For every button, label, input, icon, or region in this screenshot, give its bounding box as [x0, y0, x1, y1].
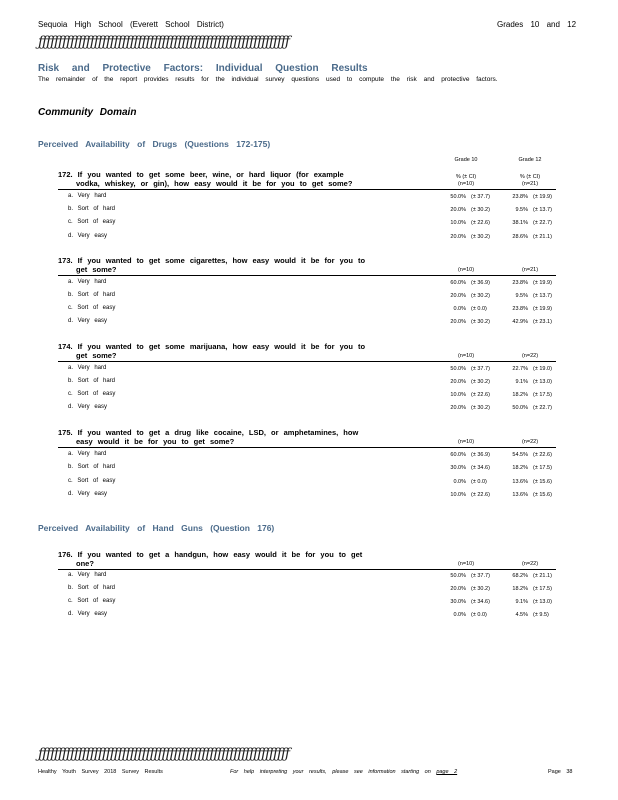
ci-grade12: (± 22.7)	[533, 405, 552, 411]
pct-grade10: 50.0%	[450, 573, 466, 579]
ci-grade12: (± 19.0)	[533, 366, 552, 372]
option-label: b. Sort of hard	[68, 585, 116, 591]
ci-grade10: (± 30.2)	[471, 293, 490, 299]
ci-grade10: (± 22.6)	[471, 492, 490, 498]
ci-grade12: (± 22.7)	[533, 220, 552, 226]
header-rule: ƒƒƒƒƒƒƒƒƒƒƒƒƒƒƒƒƒƒƒƒƒƒƒƒƒƒƒƒƒƒƒƒƒƒƒƒƒƒƒƒƒƒƒƒƒƒƒƒƒƒƒƒƒƒƒƒƒƒƒƒƒƒƒ	[38, 34, 289, 50]
col-header-ci-grade10: % (± CI)	[455, 174, 477, 180]
pct-grade10: 0.0%	[453, 306, 466, 312]
option-label: c. Sort of easy	[68, 598, 116, 604]
pct-grade12: 4.5%	[515, 612, 528, 618]
question-text: 172. If you wanted to get some beer, wine, or hard liquor (for example	[58, 170, 344, 179]
ci-grade10: (± 37.7)	[471, 194, 490, 200]
ci-grade10: (± 34.6)	[471, 599, 490, 605]
option-label: a. Very hard	[68, 365, 107, 371]
option-label: b. Sort of hard	[68, 464, 116, 470]
option-label: a. Very hard	[68, 572, 107, 578]
n-grade10: (n=10)	[457, 267, 475, 273]
pct-grade12: 9.1%	[515, 599, 528, 605]
ci-grade12: (± 13.0)	[533, 379, 552, 385]
pct-grade10: 60.0%	[450, 280, 466, 286]
n-grade10: (n=10)	[457, 181, 475, 187]
ci-grade10: (± 36.9)	[471, 280, 490, 286]
school-name: Sequoia High School (Everett School District)	[38, 20, 224, 29]
pct-grade12: 23.8%	[512, 280, 528, 286]
footer-help-text	[230, 769, 457, 775]
ci-grade12: (± 21.1)	[533, 573, 552, 579]
ci-grade12: (± 9.5)	[533, 612, 549, 618]
ci-grade10: (± 30.2)	[471, 319, 490, 325]
question-text: 176. If you wanted to get a handgun, how easy would it be for you to get	[58, 550, 363, 559]
option-label: d. Very easy	[68, 318, 108, 324]
pct-grade10: 60.0%	[450, 452, 466, 458]
ci-grade12: (± 13.7)	[533, 207, 552, 213]
option-label: a. Very hard	[68, 193, 107, 199]
option-label: a. Very hard	[68, 451, 107, 457]
ci-grade12: (± 22.6)	[533, 452, 552, 458]
ci-grade10: (± 22.6)	[471, 220, 490, 226]
ci-grade12: (± 21.1)	[533, 234, 552, 240]
pct-grade12: 18.2%	[512, 586, 528, 592]
pct-grade10: 10.0%	[450, 220, 466, 226]
col-header-grade12: Grade 12	[518, 157, 542, 163]
ci-grade10: (± 30.2)	[471, 234, 490, 240]
grades-label: Grades 10 and 12	[497, 20, 577, 29]
footer-page-link[interactable]: page 2	[436, 769, 458, 775]
ci-grade12: (± 17.5)	[533, 586, 552, 592]
n-grade12: (n=21)	[521, 181, 539, 187]
pct-grade10: 20.0%	[450, 207, 466, 213]
question-text-cont: easy would it be for you to get some?	[76, 437, 235, 446]
ci-grade12: (± 13.7)	[533, 293, 552, 299]
option-label: d. Very easy	[68, 491, 108, 497]
pct-grade10: 20.0%	[450, 234, 466, 240]
footer-survey-name: Healthy Youth Survey 2018 Survey Results	[38, 769, 163, 775]
pct-grade10: 20.0%	[450, 319, 466, 325]
pct-grade10: 50.0%	[450, 366, 466, 372]
option-label: c. Sort of easy	[68, 391, 116, 397]
n-grade10: (n=10)	[457, 439, 475, 445]
pct-grade10: 20.0%	[450, 405, 466, 411]
ci-grade12: (± 17.5)	[533, 465, 552, 471]
n-grade10: (n=10)	[457, 353, 475, 359]
ci-grade10: (± 30.2)	[471, 586, 490, 592]
option-label: d. Very easy	[68, 233, 108, 239]
question-text: 174. If you wanted to get some marijuana, how easy would it be for you to	[58, 342, 366, 351]
question-text-cont: get some?	[76, 265, 117, 274]
pct-grade12: 18.2%	[512, 392, 528, 398]
col-header-ci-grade12: % (± CI)	[519, 174, 541, 180]
pct-grade10: 0.0%	[453, 479, 466, 485]
ci-grade10: (± 0.0)	[471, 306, 487, 312]
ci-grade10: (± 30.2)	[471, 405, 490, 411]
question-text: 173. If you wanted to get some cigarettes, how easy would it be for you to	[58, 256, 366, 265]
ci-grade12: (± 19.9)	[533, 306, 552, 312]
pct-grade12: 28.6%	[512, 234, 528, 240]
ci-grade10: (± 0.0)	[471, 479, 487, 485]
footer-rule: ƒƒƒƒƒƒƒƒƒƒƒƒƒƒƒƒƒƒƒƒƒƒƒƒƒƒƒƒƒƒƒƒƒƒƒƒƒƒƒƒƒƒƒƒƒƒƒƒƒƒƒƒƒƒƒƒƒƒƒƒƒƒƒ	[38, 746, 289, 762]
ci-grade12: (± 15.6)	[533, 492, 552, 498]
ci-grade10: (± 37.7)	[471, 573, 490, 579]
option-label: b. Sort of hard	[68, 206, 116, 212]
col-header-grade10: Grade 10	[454, 157, 478, 163]
pct-grade10: 10.0%	[450, 492, 466, 498]
pct-grade12: 68.2%	[512, 573, 528, 579]
pct-grade12: 22.7%	[512, 366, 528, 372]
pct-grade12: 38.1%	[512, 220, 528, 226]
intro-text: The remainder of the report provides results for the individual survey questions used to compute the risk and protective factors.	[38, 76, 498, 83]
option-label: c. Sort of easy	[68, 478, 116, 484]
pct-grade12: 9.5%	[515, 293, 528, 299]
pct-grade10: 20.0%	[450, 586, 466, 592]
page-title: Risk and Protective Factors: Individual Question Results	[38, 63, 368, 74]
pct-grade10: 20.0%	[450, 379, 466, 385]
ci-grade12: (± 23.1)	[533, 319, 552, 325]
ci-grade10: (± 36.9)	[471, 452, 490, 458]
question-text-cont: one?	[76, 559, 94, 568]
section-heading-handguns: Perceived Availability of Hand Guns (Question 176)	[38, 523, 275, 533]
ci-grade10: (± 34.6)	[471, 465, 490, 471]
option-label: c. Sort of easy	[68, 305, 116, 311]
pct-grade12: 42.9%	[512, 319, 528, 325]
pct-grade12: 9.5%	[515, 207, 528, 213]
pct-grade10: 30.0%	[450, 599, 466, 605]
n-grade12: (n=22)	[521, 353, 539, 359]
pct-grade10: 10.0%	[450, 392, 466, 398]
option-label: c. Sort of easy	[68, 219, 116, 225]
ci-grade12: (± 13.0)	[533, 599, 552, 605]
pct-grade12: 23.8%	[512, 306, 528, 312]
question-text-cont: get some?	[76, 351, 117, 360]
option-label: b. Sort of hard	[68, 378, 116, 384]
n-grade12: (n=22)	[521, 439, 539, 445]
ci-grade12: (± 15.6)	[533, 479, 552, 485]
option-label: d. Very easy	[68, 611, 108, 617]
question-text: 175. If you wanted to get a drug like cocaine, LSD, or amphetamines, how	[58, 428, 359, 437]
n-grade12: (n=21)	[521, 267, 539, 273]
option-label: d. Very easy	[68, 404, 108, 410]
pct-grade12: 54.5%	[512, 452, 528, 458]
pct-grade12: 13.6%	[512, 479, 528, 485]
option-label: b. Sort of hard	[68, 292, 116, 298]
pct-grade12: 18.2%	[512, 465, 528, 471]
ci-grade12: (± 19.9)	[533, 194, 552, 200]
ci-grade10: (± 22.6)	[471, 392, 490, 398]
pct-grade10: 0.0%	[453, 612, 466, 618]
domain-heading: Community Domain	[38, 107, 137, 118]
ci-grade10: (± 37.7)	[471, 366, 490, 372]
n-grade12: (n=22)	[521, 561, 539, 567]
pct-grade12: 23.8%	[512, 194, 528, 200]
ci-grade10: (± 0.0)	[471, 612, 487, 618]
n-grade10: (n=10)	[457, 561, 475, 567]
footer-help-label: For help interpreting your results, please see information starting on	[230, 769, 431, 775]
pct-grade12: 13.6%	[512, 492, 528, 498]
option-label: a. Very hard	[68, 279, 107, 285]
pct-grade10: 50.0%	[450, 194, 466, 200]
pct-grade12: 50.0%	[512, 405, 528, 411]
question-text-cont: vodka, whiskey, or gin), how easy would it be for you to get some?	[76, 179, 353, 188]
pct-grade10: 30.0%	[450, 465, 466, 471]
page-number: Page 38	[548, 769, 573, 775]
section-heading-drugs: Perceived Availability of Drugs (Questions 172-175)	[38, 139, 271, 149]
ci-grade10: (± 30.2)	[471, 207, 490, 213]
pct-grade10: 20.0%	[450, 293, 466, 299]
pct-grade12: 9.1%	[515, 379, 528, 385]
ci-grade10: (± 30.2)	[471, 379, 490, 385]
ci-grade12: (± 17.5)	[533, 392, 552, 398]
ci-grade12: (± 19.9)	[533, 280, 552, 286]
